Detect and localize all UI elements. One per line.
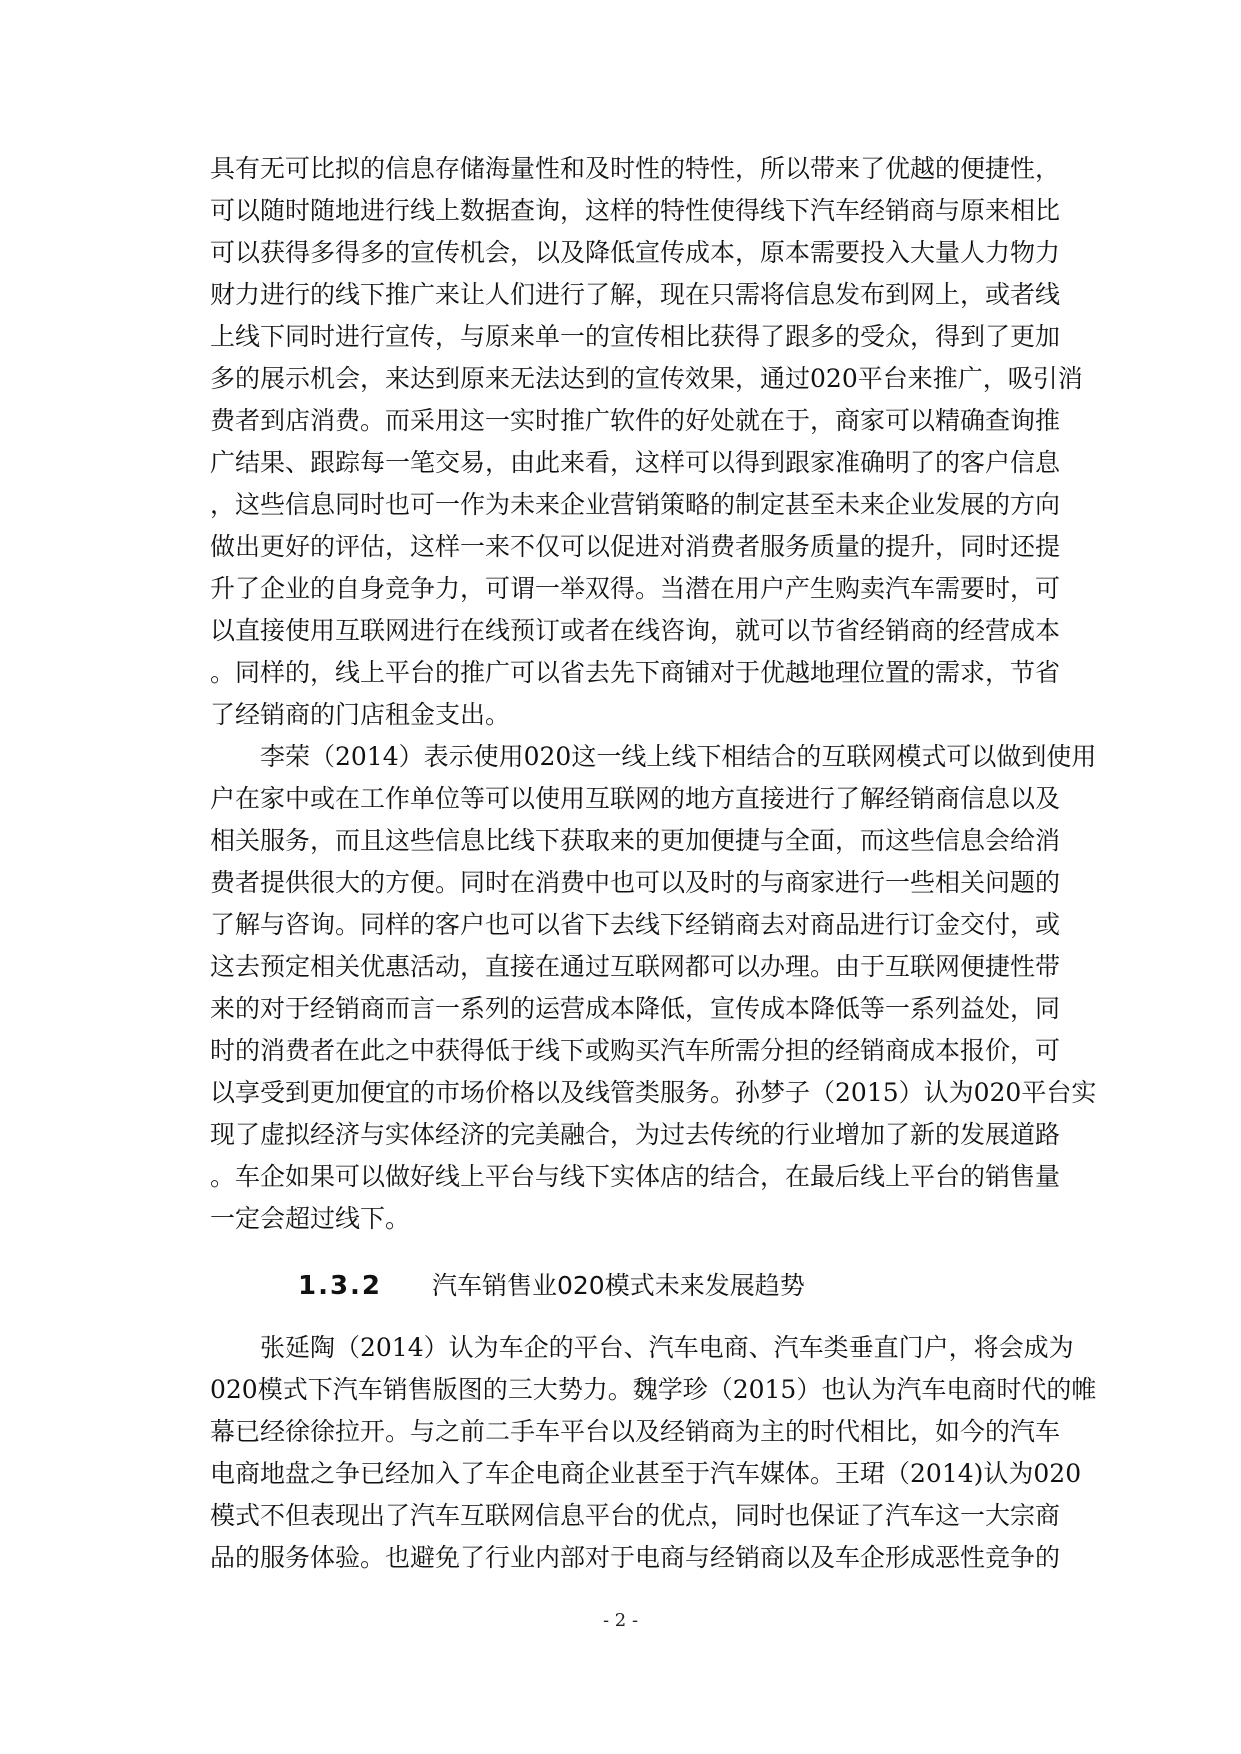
paragraph-1-line: 多的展示机会，来达到原来无法达到的宣传效果，通过020平台来推广，吸引消	[210, 364, 1083, 393]
paragraph-2-line: 了解与咨询。同样的客户也可以省下去线下经销商去对商品进行订金交付，或	[210, 910, 1061, 939]
paragraph-2-line: 时的消费者在此之中获得低于线下或购买汽车所需分担的经销商成本报价，可	[210, 1036, 1061, 1065]
paragraph-2-line: 李荣（2014）表示使用020这一线上线下相结合的互联网模式可以做到使用	[260, 742, 1097, 771]
paragraph-1-line: 做出更好的评估，这样一来不仅可以促进对消费者服务质量的提升，同时还提	[210, 532, 1061, 561]
paragraph-2-line: 这去预定相关优惠活动，直接在通过互联网都可以办理。由于互联网便捷性带	[210, 952, 1061, 981]
paragraph-1-line: 以直接使用互联网进行在线预订或者在线咨询，就可以节省经销商的经营成本	[210, 616, 1061, 645]
paragraph-2-line: 以享受到更加便宜的市场价格以及线管类服务。孙梦子（2015）认为020平台实	[210, 1078, 1097, 1107]
paragraph-3-line: 品的服务体验。也避免了行业内部对于电商与经销商以及车企形成恶性竞争的	[210, 1543, 1061, 1572]
paragraph-1-line: 升了企业的自身竞争力，可谓一举双得。当潜在用户产生购卖汽车需要时，可	[210, 574, 1061, 603]
paragraph-3-line: 电商地盘之争已经加入了车企电商企业甚至于汽车媒体。王珺（2014)认为020	[210, 1459, 1082, 1488]
paragraph-2-line: 现了虚拟经济与实体经济的完美融合，为过去传统的行业增加了新的发展道路	[210, 1120, 1061, 1149]
paragraph-2-line: 户在家中或在工作单位等可以使用互联网的地方直接进行了解经销商信息以及	[210, 784, 1061, 813]
section-title: 汽车销售业020模式未来发展趋势	[432, 1271, 805, 1300]
paragraph-1-line: ，这些信息同时也可一作为未来企业营销策略的制定甚至未来企业发展的方向	[210, 490, 1061, 519]
paragraph-1-line: 费者到店消费。而采用这一实时推广软件的好处就在于，商家可以精确查询推	[210, 406, 1061, 435]
paragraph-2-line: 相关服务，而且这些信息比线下获取来的更加便捷与全面，而这些信息会给消	[210, 826, 1061, 855]
section-number: 1.3.2	[298, 1271, 383, 1301]
paragraph-1-line: 可以获得多得多的宣传机会，以及降低宣传成本，原本需要投入大量人力物力	[210, 238, 1061, 267]
paragraph-3-line: 幕已经徐徐拉开。与之前二手车平台以及经销商为主的时代相比，如今的汽车	[210, 1417, 1061, 1446]
paragraph-1-line: 。同样的，线上平台的推广可以省去先下商铺对于优越地理位置的需求，节省	[210, 658, 1061, 687]
paragraph-3-line: 模式不但表现出了汽车互联网信息平台的优点，同时也保证了汽车这一大宗商	[210, 1501, 1061, 1530]
paragraph-2-line: 费者提供很大的方便。同时在消费中也可以及时的与商家进行一些相关问题的	[210, 868, 1061, 897]
paragraph-1-line: 上线下同时进行宣传，与原来单一的宣传相比获得了跟多的受众，得到了更加	[210, 322, 1061, 351]
paragraph-1-line: 了经销商的门店租金支出。	[210, 700, 511, 729]
page-number: - 2 -	[602, 1610, 639, 1631]
paragraph-1-line: 广结果、跟踪每一笔交易，由此来看，这样可以得到跟家准确明了的客户信息	[210, 448, 1061, 477]
paragraph-3-line: 张延陶（2014）认为车企的平台、汽车电商、汽车类垂直门户，将会成为	[260, 1333, 1074, 1362]
paragraph-2-line: 。车企如果可以做好线上平台与线下实体店的结合，在最后线上平台的销售量	[210, 1162, 1061, 1191]
paragraph-1-line: 财力进行的线下推广来让人们进行了解，现在只需将信息发布到网上，或者线	[210, 280, 1061, 309]
paragraph-2-line: 来的对于经销商而言一系列的运营成本降低，宣传成本降低等一系列益处，同	[210, 994, 1061, 1023]
paragraph-3-line: 020模式下汽车销售版图的三大势力。魏学珍（2015）也认为汽车电商时代的帷	[210, 1375, 1097, 1404]
paragraph-1-line: 具有无可比拟的信息存储海量性和及时性的特性，所以带来了优越的便捷性，	[210, 154, 1061, 183]
paragraph-2-line: 一定会超过线下。	[210, 1204, 411, 1233]
paragraph-1-line: 可以随时随地进行线上数据查询，这样的特性使得线下汽车经销商与原来相比	[210, 196, 1061, 225]
